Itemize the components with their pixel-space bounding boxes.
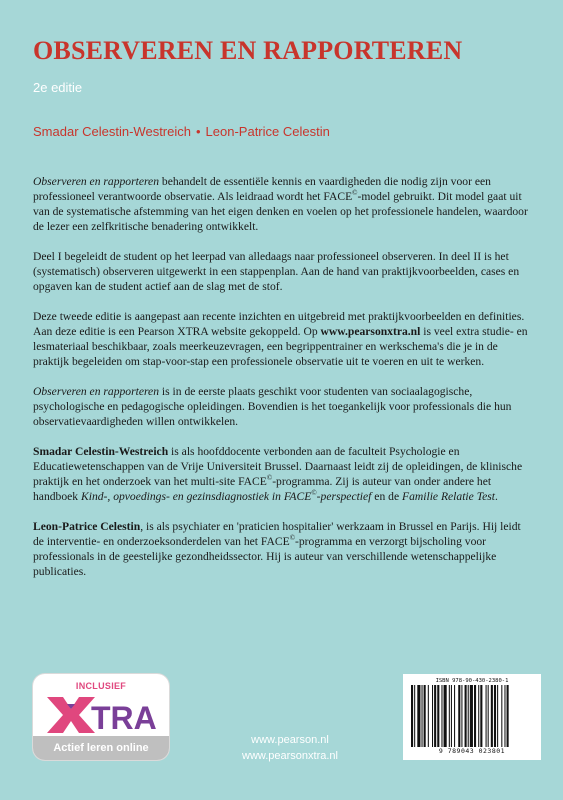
publisher-urls	[230, 732, 350, 764]
copyright-sup: ©	[311, 489, 317, 498]
paragraph-edition	[33, 309, 533, 369]
barcode-bar	[486, 685, 487, 747]
url-pearson[interactable]: www.pearson.nl	[251, 734, 329, 746]
text-run: , is als psychiater en 'praticien hospitalier' werkzaam in Brussel en Parijs. Hij leidt de interventie- en onderzoeksonderdelen van het FACE	[33, 520, 521, 548]
author-2: Leon-Patrice Celestin	[205, 124, 330, 139]
barcode-bar	[491, 685, 493, 747]
text-run: is als hoofddocente verbonden aan de faculteit Psychologie en Educatiewetenschappen van de Vrije Universiteit Brussel. Daarnaast leidt zij de opleidingen, de klinische praktijk en het onderzoek van het multi-site FACE	[33, 445, 523, 488]
barcode-bar	[488, 685, 489, 747]
paragraph-audience	[33, 384, 533, 429]
website-link-bold: www.pearsonxtra.nl	[320, 325, 421, 338]
isbn-label: ISBN 978-90-430-2380-1	[435, 678, 509, 684]
author-separator: •	[195, 124, 201, 139]
copyright-sup: ©	[289, 534, 296, 543]
barcode-bar	[458, 685, 460, 747]
book-title-italic: Observeren en rapporteren	[33, 175, 159, 188]
text-run: -model gebruikt. Dit model gaat uit van de systematische afstemming van het eigen denken en voelen op het professionele handelen, waardoor de lezer een zelfkritische benadering ontwikkelt.	[33, 190, 528, 233]
barcode-bar	[507, 685, 509, 747]
barcode-bar	[454, 685, 455, 747]
copyright-sup: ©	[266, 474, 273, 483]
author-name-bold: Smadar Celestin-Westreich	[33, 445, 169, 458]
barcode-bar	[451, 685, 452, 747]
barcode-bar	[441, 685, 442, 747]
paragraph-author2-bio	[33, 519, 533, 579]
text-run: -programma. Zij is auteur van onder andere het handboek	[33, 475, 492, 503]
copyright-sup: ©	[352, 189, 358, 198]
handbook-title-italic: -perspectief	[316, 490, 372, 503]
barcode-bar	[461, 685, 462, 747]
text-run: en de	[371, 490, 402, 503]
badge-tagline: Actief leren online	[33, 736, 169, 760]
paragraph-structure: Deel I begeleidt de student op het leerpad van alledaags naar professioneel observeren. In deel II is het (systematisch) observeren uitgewerkt in een stappenplan. Aan de hand van praktijkvoorbeelden, cases en opgaven kan de student actief aan de slag met de stof.	[33, 250, 520, 293]
barcode-digits: 9 789043 023801	[438, 747, 506, 755]
barcode-bar	[411, 685, 413, 747]
paragraph-author1-bio	[33, 444, 533, 504]
barcode-bar	[428, 685, 429, 747]
barcode-bar	[424, 685, 426, 747]
test-title-italic: Familie Relatie Test	[402, 490, 495, 503]
text-run: Deze tweede editie is aangepast aan recente inzichten en uitgebreid met praktijkvoorbeelden en definities. Aan deze editie is een Pearson XTRA website gekoppeld. Op	[33, 310, 525, 338]
xtra-x-icon	[47, 697, 95, 733]
barcode-bar	[478, 685, 479, 747]
badge-inclusief-label: INCLUSIEF	[75, 681, 127, 691]
xtra-logo-text: TRA	[91, 700, 157, 735]
xtra-badge	[33, 674, 169, 760]
barcode-bar	[470, 685, 473, 747]
barcode-bar	[437, 685, 439, 747]
handbook-title-italic: Kind-, opvoedings- en gezinsdiagnostiek in FACE	[80, 490, 312, 503]
paragraph-intro	[33, 174, 533, 234]
barcode-bar	[422, 685, 423, 747]
book-title: OBSERVEREN EN RAPPORTEREN	[33, 36, 463, 65]
barcode-bar	[468, 685, 469, 747]
xtra-logo	[41, 691, 161, 735]
text-run: behandelt de essentiële kennis en vaardigheden die nodig zijn voor een professioneel verantwoorde observatie. Als leidraad wordt het FACE	[33, 175, 491, 203]
text-run: is veel extra studie- en lesmateriaal beschikbaar, zoals meerkeuzevragen, een begrippentrainer en werkschema's die je in de praktijk begeleiden om stap-voor-stap een professionele observatie uit te voeren en uit te werken.	[33, 325, 528, 368]
barcode-bar	[474, 685, 476, 747]
barcode-bar	[434, 685, 436, 747]
barcode-bar	[501, 685, 502, 747]
barcode-bar	[504, 685, 505, 747]
url-pearsonxtra[interactable]: www.pearsonxtra.nl	[242, 750, 338, 762]
author-name-bold: Leon-Patrice Celestin	[33, 520, 141, 533]
text-run: .	[494, 490, 498, 503]
text-run: is in de eerste plaats geschikt voor studenten van sociaalagogische, psychologische en pedagogische opleidingen. Bovendien is het toegankelijk voor professionals die hun observatievaardigheden willen ontwikkelen.	[33, 385, 512, 428]
barcode-bar	[494, 685, 496, 747]
authors-line	[33, 124, 330, 139]
barcode-bar	[497, 685, 498, 747]
barcode-bar	[465, 685, 467, 747]
isbn-barcode	[403, 674, 541, 760]
barcode-bar	[417, 685, 420, 747]
author-1: Smadar Celestin-Westreich	[33, 124, 191, 139]
barcode-bar	[432, 685, 433, 747]
barcode-bar	[414, 685, 415, 747]
barcode-bar	[480, 685, 482, 747]
text-run: -programma en verzorgt bijscholing voor professionals in de geestelijke gezondheidssector. Hij is auteur van verschillende wetenschappelijke publicaties.	[33, 535, 497, 578]
barcode-bar	[444, 685, 447, 747]
barcode-bars	[407, 685, 537, 747]
edition-label: 2e editie	[33, 80, 83, 95]
blurb-text	[33, 174, 533, 594]
book-title-italic: Observeren en rapporteren	[33, 385, 159, 398]
barcode-bar	[449, 685, 450, 747]
